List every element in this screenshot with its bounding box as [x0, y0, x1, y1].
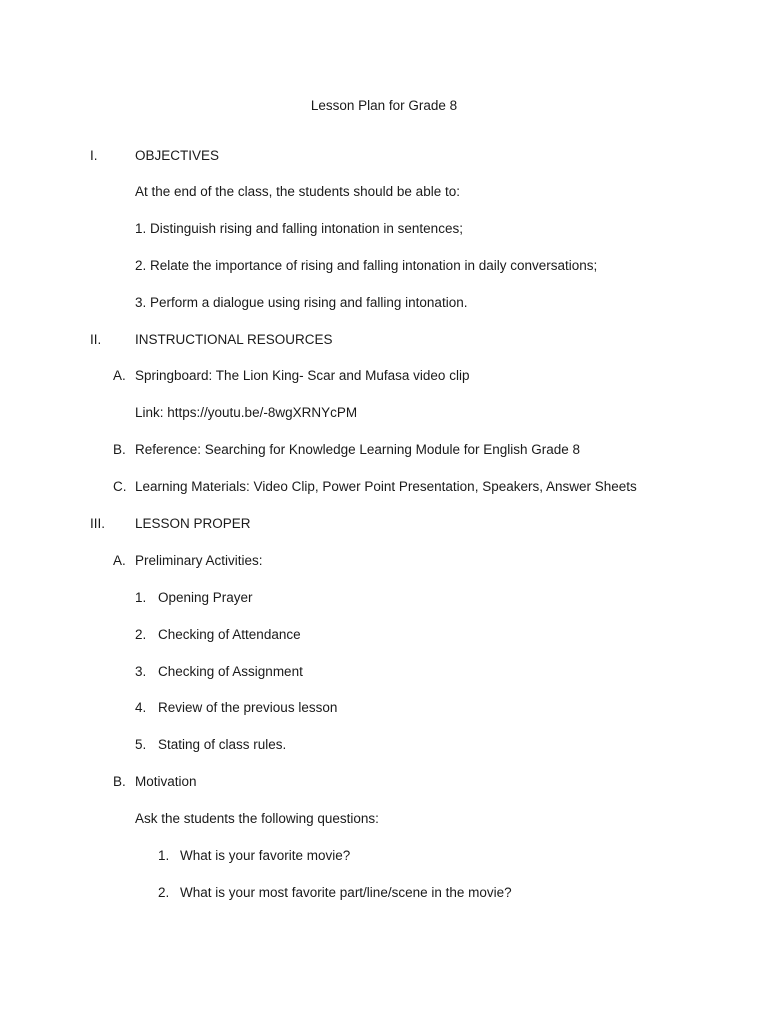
step-number: 2.: [135, 627, 147, 642]
step-number: 5.: [135, 737, 147, 752]
section-numeral: I.: [90, 148, 98, 163]
resource-materials: Learning Materials: Video Clip, Power Point Presentation, Speakers, Answer Sheets: [135, 479, 637, 494]
step-item: Checking of Attendance: [158, 627, 301, 642]
resource-letter: B.: [113, 442, 126, 457]
step-item: Review of the previous lesson: [158, 700, 338, 715]
question-item: What is your favorite movie?: [180, 848, 351, 863]
section-heading-resources: INSTRUCTIONAL RESOURCES: [135, 332, 333, 347]
section-heading-lesson-proper: LESSON PROPER: [135, 516, 251, 531]
step-item: Checking of Assignment: [158, 664, 303, 679]
question-item: What is your most favorite part/line/scene in the movie?: [180, 885, 512, 900]
motivation-intro: Ask the students the following questions:: [135, 811, 379, 826]
resource-link[interactable]: Link: https://youtu.be/-8wgXRNYcPM: [135, 405, 358, 420]
step-item: Opening Prayer: [158, 590, 253, 605]
section-numeral: II.: [90, 332, 102, 347]
subsection-heading-preliminary: Preliminary Activities:: [135, 553, 263, 568]
resource-reference: Reference: Searching for Knowledge Learning Module for English Grade 8: [135, 442, 581, 457]
question-number: 2.: [158, 885, 170, 900]
resource-springboard: Springboard: The Lion King- Scar and Mufasa video clip: [135, 368, 470, 383]
resource-letter: A.: [113, 368, 126, 383]
objective-item: 1. Distinguish rising and falling intonation in sentences;: [135, 221, 463, 236]
objective-item: 3. Perform a dialogue using rising and falling intonation.: [135, 295, 468, 310]
subsection-letter: B.: [113, 774, 126, 789]
objective-item: 2. Relate the importance of rising and falling intonation in daily conversations;: [135, 258, 598, 273]
step-number: 3.: [135, 664, 147, 679]
step-number: 1.: [135, 590, 147, 605]
section-numeral: III.: [90, 516, 106, 531]
step-item: Stating of class rules.: [158, 737, 287, 752]
resource-letter: C.: [113, 479, 127, 494]
document-title: Lesson Plan for Grade 8: [310, 98, 458, 113]
step-number: 4.: [135, 700, 147, 715]
subsection-heading-motivation: Motivation: [135, 774, 197, 789]
section-heading-objectives: OBJECTIVES: [135, 148, 220, 163]
objectives-intro: At the end of the class, the students should be able to:: [135, 184, 460, 199]
subsection-letter: A.: [113, 553, 126, 568]
question-number: 1.: [158, 848, 170, 863]
